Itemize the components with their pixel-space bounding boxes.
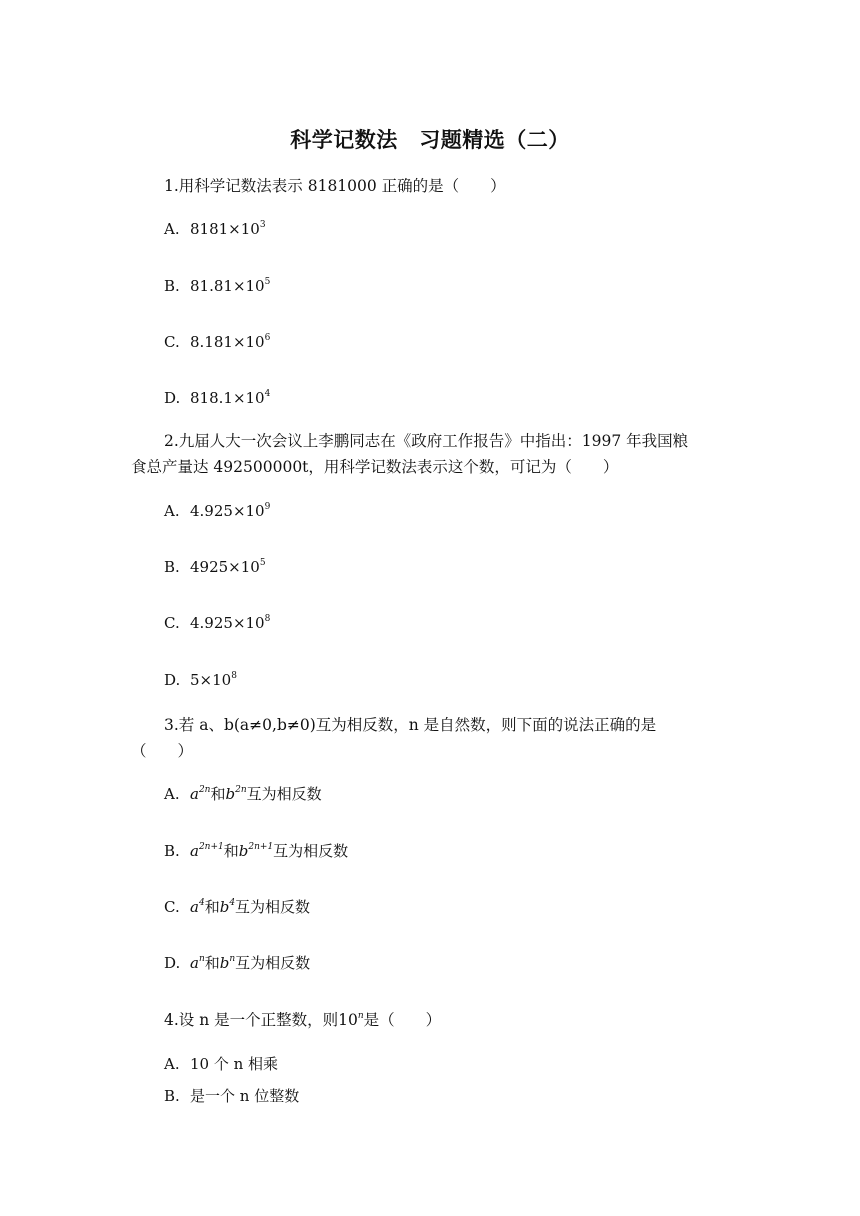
- variable-a: a: [190, 842, 199, 860]
- option-label: A.: [164, 1055, 180, 1073]
- option-exponent: 5: [259, 558, 266, 568]
- question-1-option-a: [164, 220, 266, 238]
- option-exponent: 4: [264, 389, 271, 399]
- question-2-option-c: [164, 614, 270, 632]
- conjunction: 和: [210, 785, 226, 803]
- stem-exponent: n: [357, 1011, 364, 1021]
- option-label: B.: [164, 558, 180, 576]
- conjunction: 和: [204, 898, 220, 916]
- question-3-option-c: [164, 896, 310, 917]
- option-exponent: 2n: [198, 785, 211, 795]
- conjunction: 和: [204, 954, 220, 972]
- question-2-option-b: [164, 558, 266, 576]
- option-exponent: 8: [264, 614, 271, 624]
- question-2-option-a: [164, 502, 270, 520]
- variable-a: a: [190, 954, 199, 972]
- question-2-option-d: [164, 671, 237, 689]
- option-base: 8.181×10: [190, 333, 265, 351]
- conjunction: 和: [223, 842, 239, 860]
- option-base: 4925×10: [190, 558, 260, 576]
- option-text: 互为相反数: [246, 785, 322, 803]
- question-3-option-a: [164, 783, 322, 804]
- option-label: D.: [164, 389, 181, 407]
- page-title: 科学记数法 习题精选（二）: [290, 127, 570, 152]
- option-text: 10 个 n 相乘: [190, 1055, 279, 1073]
- option-label: C.: [164, 333, 180, 351]
- question-3-option-b: [164, 840, 348, 861]
- option-exponent: n: [198, 954, 205, 964]
- variable-b: b: [219, 954, 230, 972]
- option-exponent: 8: [231, 671, 237, 681]
- option-text: 互为相反数: [235, 954, 311, 972]
- option-exponent: 3: [259, 220, 266, 230]
- option-text: 互为相反数: [273, 842, 349, 860]
- question-3-option-d: [164, 952, 310, 973]
- stem-prefix: 4.设 n 是一个正整数，则: [164, 1011, 339, 1029]
- question-1-stem: 1.用科学记数法表示 8181000 正确的是（ ）: [164, 177, 506, 195]
- option-label: A.: [164, 785, 180, 803]
- option-label: B.: [164, 277, 180, 295]
- question-1-option-d: [164, 389, 270, 407]
- question-3-stem: 3.若 a、b(a≠0,b≠0)互为相反数，n 是自然数，则下面的说法正确的是（ ）: [131, 716, 657, 760]
- variable-b: b: [225, 785, 236, 803]
- option-base: 8181×10: [190, 220, 260, 238]
- option-exponent: 2n+1: [248, 842, 274, 852]
- option-exponent: 5: [264, 277, 271, 287]
- option-exponent: 9: [264, 502, 271, 512]
- option-exponent: n: [229, 954, 236, 964]
- option-label: D.: [164, 954, 181, 972]
- option-label: C.: [164, 614, 180, 632]
- option-label: A.: [164, 502, 180, 520]
- option-exponent: 2n+1: [198, 842, 224, 852]
- question-4-stem: [164, 1008, 441, 1030]
- option-base: 5×10: [190, 671, 232, 689]
- variable-b: b: [238, 842, 249, 860]
- option-label: A.: [164, 220, 180, 238]
- question-2-stem: 2.九届人大一次会议上李鹏同志在《政府工作报告》中指出：1997 年我国粮食总产量达 492500000t，用科学记数法表示这个数，可记为（ ）: [131, 432, 689, 476]
- option-label: D.: [164, 671, 181, 689]
- stem-suffix: 是（ ）: [363, 1011, 442, 1029]
- question-1-option-b: [164, 277, 270, 295]
- option-base: 818.1×10: [190, 389, 265, 407]
- option-text: 互为相反数: [235, 898, 311, 916]
- option-label: C.: [164, 898, 180, 916]
- question-1-option-c: [164, 333, 270, 351]
- variable-a: a: [190, 785, 199, 803]
- option-text: 是一个 n 位整数: [190, 1087, 300, 1105]
- option-label: B.: [164, 1087, 180, 1105]
- variable-a: a: [190, 898, 199, 916]
- option-base: 4.925×10: [190, 614, 265, 632]
- option-base: 81.81×10: [190, 277, 265, 295]
- variable-b: b: [219, 898, 230, 916]
- option-exponent: 4: [198, 898, 205, 908]
- option-exponent: 2n: [235, 785, 247, 795]
- question-4-option-b: [164, 1085, 299, 1106]
- option-base: 4.925×10: [190, 502, 265, 520]
- question-4-option-a: [164, 1053, 278, 1074]
- stem-base: 10: [338, 1011, 358, 1029]
- option-label: B.: [164, 842, 180, 860]
- option-exponent: 4: [229, 898, 236, 908]
- option-exponent: 6: [264, 333, 271, 343]
